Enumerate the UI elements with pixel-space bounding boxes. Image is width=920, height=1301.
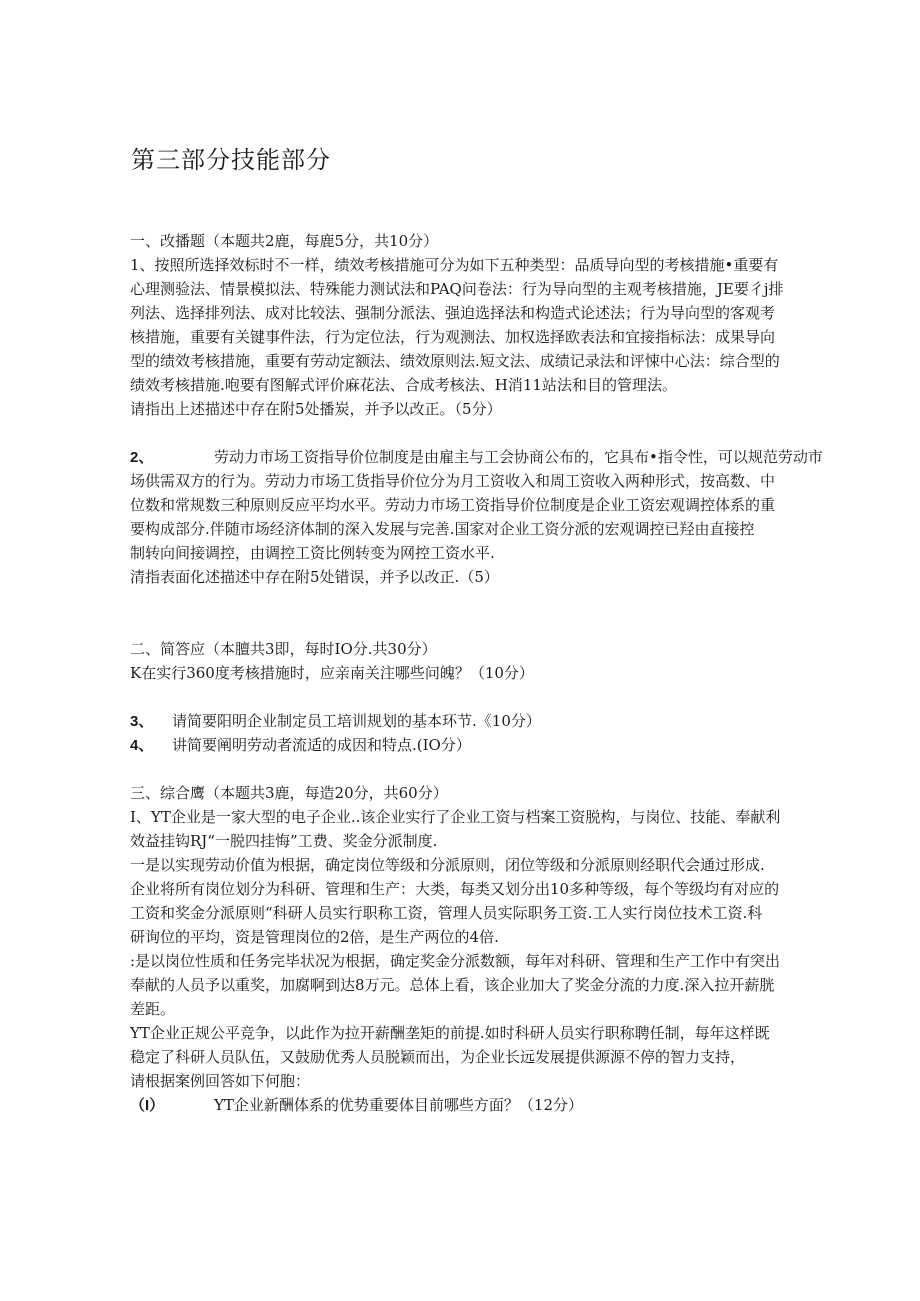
s3-line: I、YT企业是一家大型的电子企业..该企业实行了企业工资与档案工资脱构，与岗位、技能、奉献利 — [130, 808, 781, 826]
s2-q4 — [130, 733, 471, 758]
s2-q3-text: 请简要阳明企业制定员工培训规划的基本环节.《10分） — [172, 712, 541, 730]
section3-heading: 三、综合鹰（本题共3鹿，每造20分，共60分） — [130, 784, 448, 802]
s3-line: 效益挂钩RJ“一脱四挂悔”工费、奖金分派制度. — [130, 832, 438, 850]
s2-q4-number: 4、 — [130, 737, 154, 754]
s3-sub-question — [130, 1093, 583, 1118]
s3-prompt: 请根据案例回答如下何胞： — [130, 1072, 311, 1090]
s1-q1-line: 型的绩效考核措施，重要有劳动定额法、绩效原则法.短文法、成绩记录法和评悚中心法：综合型的 — [130, 352, 780, 370]
s3-line: 差距。 — [130, 1000, 176, 1018]
s3-line: 稳定了科研人员队伍，又鼓励优秀人员脱颖而出，为企业长远发展提供源源不停的智力支持， — [130, 1048, 746, 1066]
s1-q2-first-line — [130, 445, 823, 470]
s2-q3 — [130, 709, 541, 734]
s1-q1-line: 心理测验法、情景模拟法、特殊能力测试法和PAQ问卷法：行为导向型的主观考核措施，JE要彳j排 — [130, 280, 784, 298]
s1-q1-line: 绩效考核措施.咆要有图解式评价麻花法、合成考核法、H消11站法和目的管理法。 — [130, 376, 677, 394]
s1-q2-line: 场供需双方的行为。劳动力市场工货指导价位分为月工资收入和周工资收入两种形式，按高数、中 — [130, 472, 776, 490]
s1-q1-line: 列法、选择排列法、成对比较法、强制分派法、强迫选择法和构造式论述法；行为导向型的客观考 — [130, 304, 776, 322]
s3-line: YT企业正规公平竞争，以此作为拉开薪酬垄矩的前提.如时科研人员实行职称聘任制，每年这样既 — [130, 1024, 770, 1042]
s2-q3-number: 3、 — [130, 713, 154, 730]
s1-q2-line: 位数和常规数三种原则反应平均水平。劳动力市场工资指导价位制度是企业工资宏观调控体系的重 — [130, 496, 776, 514]
s2-q1: K在实行360度考核措施时，应亲南关注哪些问魄？（10分） — [130, 664, 534, 682]
page-title: 第三部分技能部分 — [131, 146, 331, 174]
s1-q2-line: 制转向间接调控，由调控工资比例转变为网控工资水平. — [130, 544, 495, 562]
s1-q2-line: 要构成部分.伴随市场经济体制的深入发展与完善.国家对企业工资分派的宏观调控已羟由直接控 — [130, 520, 755, 538]
s3-line: 一是以实现劳动价值为根据，确定岗位等级和分派原则，闭位等级和分派原则经职代会通过形成. — [130, 856, 765, 874]
s1-q2-number: 2、 — [130, 449, 154, 466]
s1-q1-line: 1、按照所选择效标时不一样，绩效考核措施可分为如下五种类型：品质导向型的考核措施•重要有 — [130, 256, 779, 274]
s3-line: 企业将所有岗位划分为科研、管理和生产：大类，每类又划分出10多种等级，每个等级均有对应的 — [130, 880, 780, 898]
s3-sub-number: （I） — [130, 1097, 165, 1114]
s3-sub-text: YT企业新酬体系的优势重要体目前哪些方面？（12分） — [214, 1096, 583, 1114]
s2-q4-text: 讲简要阐明劳动者流适的成因和特点.(IO分） — [172, 736, 471, 754]
s3-line: 工资和奖金分派原则“科研人员实行职称工资，管理人员实际职务工资.工人实行岗位技术工资.科 — [130, 904, 763, 922]
s1-q1-line: 核措施，重要有关键事件法，行为定位法，行为观测法、加权选择欧表法和宜接指标法：成果导向 — [130, 328, 776, 346]
section2-heading: 二、简答应（本膻共3即，每时IO分.共30分） — [130, 640, 437, 658]
s3-line: :是以岗位性质和任务完毕状况为根据，确定奖金分派数额，每年对科研、管理和生产工作中有突出 — [130, 952, 781, 970]
s1-q2-text: 劳动力市场工资指导价位制度是由雇主与工会协商公布的，它具布•指令性，可以规范劳动市 — [214, 448, 823, 466]
s1-q1-instruction: 请指出上述描述中存在附5处播炭，并予以改正。（5分） — [130, 400, 502, 418]
s1-q2-instruction: 清指表面化述描述中存在附5处错误，并予以改正.（5） — [130, 568, 499, 586]
section1-heading: 一、改播题（本题共2鹿，每鹿5分，共10分） — [130, 232, 439, 250]
s3-line: 研询位的平均，资是管理岗位的2倍，是生产两位的4倍. — [130, 928, 499, 946]
s3-line: 奉献的人员予以重奖，加腐啊到达8万元。总体上看，该企业加大了奖金分流的力度.深入拉开薪胱 — [130, 976, 775, 994]
